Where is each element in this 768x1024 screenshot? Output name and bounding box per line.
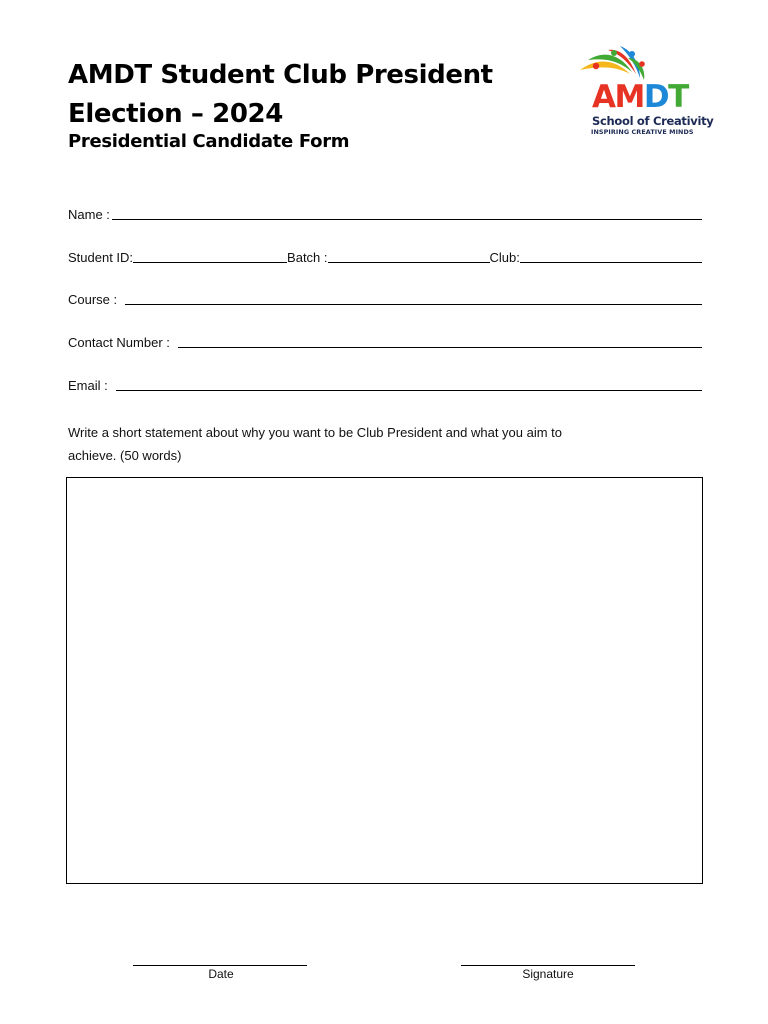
logo-tagline: School of Creativity: [592, 114, 714, 128]
date-line[interactable]: [133, 965, 307, 966]
contact-number-label: Contact Number :: [68, 335, 170, 350]
club-input-line[interactable]: [520, 262, 702, 263]
batch-input-line[interactable]: [328, 262, 490, 263]
contact-number-input-line[interactable]: [178, 347, 702, 348]
email-label: Email :: [68, 378, 108, 393]
club-label: Club:: [489, 250, 520, 265]
email-field-row: [68, 376, 702, 394]
name-field-row: [68, 205, 702, 223]
date-label: Date: [208, 967, 234, 981]
id-batch-club-row: [68, 248, 702, 266]
statement-textbox[interactable]: [66, 477, 703, 884]
form-subtitle: Presidential Candidate Form: [68, 131, 350, 152]
signature-label: Signature: [522, 967, 574, 981]
contact-field-row: [68, 333, 702, 351]
name-input-line[interactable]: [112, 219, 702, 220]
statement-prompt: Write a short statement about why you want to be Club President and what you aim to achieve. (50 words): [68, 425, 563, 463]
signature-line[interactable]: [461, 965, 635, 966]
student-id-input-line[interactable]: [133, 262, 287, 263]
course-field-row: [68, 290, 702, 308]
course-label: Course :: [68, 292, 118, 307]
amdt-logo: [574, 44, 716, 140]
name-label: Name :: [68, 207, 110, 222]
course-input-line[interactable]: [125, 304, 702, 305]
logo-wordmark: AMDT: [592, 79, 688, 115]
email-input-line[interactable]: [116, 390, 702, 391]
logo-slogan: INSPIRING CREATIVE MINDS: [591, 128, 694, 136]
batch-label: Batch :: [287, 250, 328, 265]
page-title: AMDT Student Club President Election – 2024: [68, 60, 493, 129]
student-id-label: Student ID:: [68, 250, 134, 265]
